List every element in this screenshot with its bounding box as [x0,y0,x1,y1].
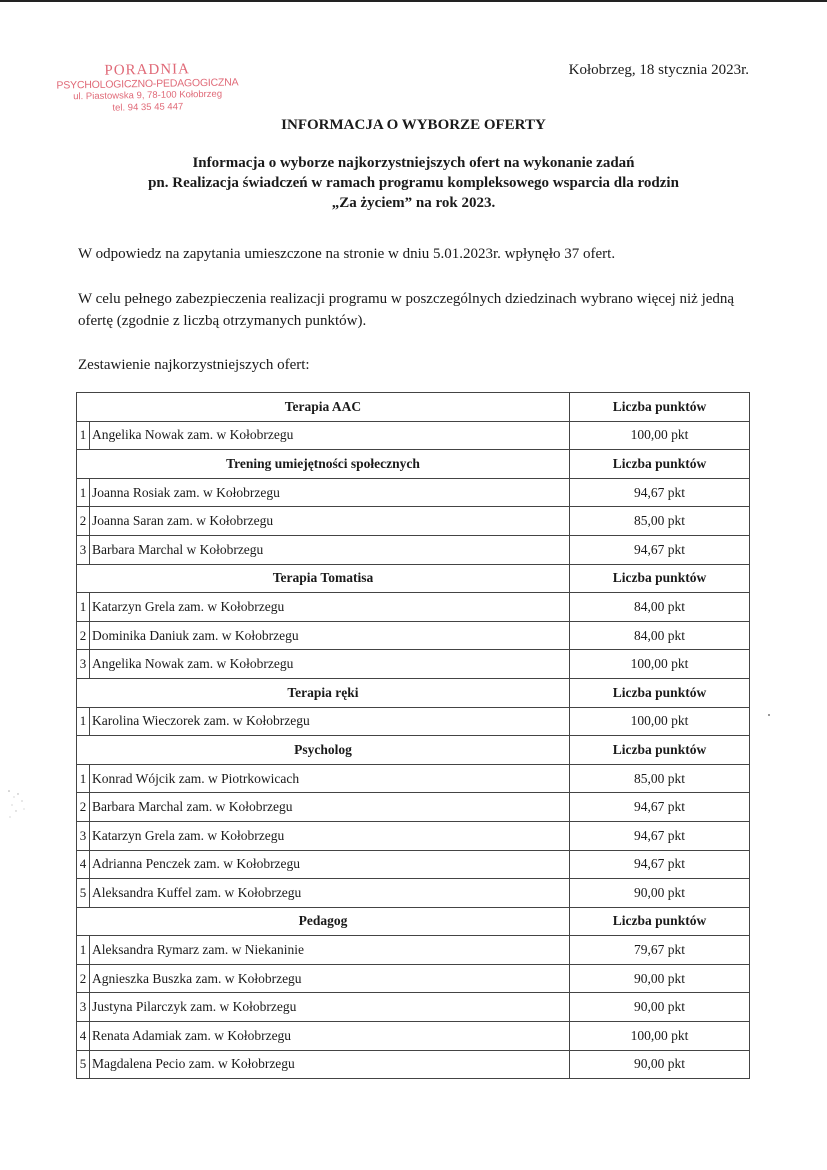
page-top-border [0,0,827,2]
section-header-row [77,736,750,765]
offer-points: 84,00 pkt [570,593,750,622]
offer-name: Angelika Nowak zam. w Kołobrzegu [90,421,570,450]
table-row [77,593,750,622]
offers-table [76,392,750,1079]
row-number: 1 [77,707,90,736]
offer-name: Joanna Saran zam. w Kołobrzegu [90,507,570,536]
subtitle-line-2: pn. Realizacja świadczeń w ramach programu kompleksowego wsparcia dla rodzin [148,175,679,191]
offer-points: 84,00 pkt [570,621,750,650]
subtitle-line-3: „Za życiem” na rok 2023. [331,195,496,211]
section-category: Terapia AAC [77,393,570,422]
table-row [77,478,750,507]
offer-points: 90,00 pkt [570,1050,750,1079]
offer-name: Angelika Nowak zam. w Kołobrzegu [90,650,570,679]
offer-points: 85,00 pkt [570,507,750,536]
row-number: 3 [77,535,90,564]
offer-name: Barbara Marchal w Kołobrzegu [90,535,570,564]
table-row [77,421,750,450]
table-row [77,507,750,536]
row-number: 5 [77,879,90,908]
table-row [77,793,750,822]
points-column-header: Liczba punktów [570,736,750,765]
section-category: Terapia Tomatisa [77,564,570,593]
offer-points: 94,67 pkt [570,821,750,850]
offer-points: 90,00 pkt [570,964,750,993]
table-row [77,707,750,736]
offer-name: Agnieszka Buszka zam. w Kołobrzegu [90,964,570,993]
section-header-row [77,564,750,593]
paragraph-summary-intro: Zestawienie najkorzystniejszych ofert: [78,357,310,373]
table-row [77,964,750,993]
offer-name: Barbara Marchal zam. w Kołobrzegu [90,793,570,822]
points-column-header: Liczba punktów [570,564,750,593]
paragraph-selection-note: W celu pełnego zabezpieczenia realizacji programu w poszczególnych dziedzinach wybrano więcej niż jedną ofertę (zgodnie z liczbą otrzymanych punktów). [78,291,735,329]
offer-name: Renata Adamiak zam. w Kołobrzegu [90,1022,570,1051]
offer-name: Karolina Wieczorek zam. w Kołobrzegu [90,707,570,736]
document-date: Kołobrzeg, 18 stycznia 2023r. [568,62,749,78]
offer-name: Joanna Rosiak zam. w Kołobrzegu [90,478,570,507]
offer-points: 79,67 pkt [570,936,750,965]
offer-points: 100,00 pkt [570,650,750,679]
row-number: 2 [77,964,90,993]
points-column-header: Liczba punktów [570,678,750,707]
row-number: 1 [77,478,90,507]
section-category: Trening umiejętności społecznych [77,450,570,479]
offer-name: Justyna Pilarczyk zam. w Kołobrzegu [90,993,570,1022]
row-number: 1 [77,936,90,965]
offer-points: 100,00 pkt [570,421,750,450]
table-row [77,764,750,793]
table-row [77,850,750,879]
table-row [77,621,750,650]
row-number: 5 [77,1050,90,1079]
offer-points: 94,67 pkt [570,478,750,507]
table-row [77,1022,750,1051]
section-category: Psycholog [77,736,570,765]
scan-mark [768,714,770,716]
offer-name: Katarzyn Grela zam. w Kołobrzegu [90,593,570,622]
offer-points: 90,00 pkt [570,879,750,908]
table-row [77,821,750,850]
offer-name: Adrianna Penczek zam. w Kołobrzegu [90,850,570,879]
offer-name: Magdalena Pecio zam. w Kołobrzegu [90,1050,570,1079]
row-number: 4 [77,1022,90,1051]
document-subtitle [0,153,827,213]
section-category: Terapia ręki [77,678,570,707]
stamp-line-3: ul. Piastowska 9, 78-100 Kołobrzeg [73,88,223,103]
row-number: 3 [77,821,90,850]
stamp-line-2: PSYCHOLOGICZNO-PEDAGOGICZNA [56,76,239,92]
row-number: 4 [77,850,90,879]
row-number: 3 [77,650,90,679]
offer-name: Aleksandra Kuffel zam. w Kołobrzegu [90,879,570,908]
row-number: 1 [77,764,90,793]
section-category: Pedagog [77,907,570,936]
offer-points: 94,67 pkt [570,793,750,822]
row-number: 2 [77,793,90,822]
offer-points: 90,00 pkt [570,993,750,1022]
row-number: 1 [77,593,90,622]
points-column-header: Liczba punktów [570,450,750,479]
offers-table-body [77,393,750,1079]
paragraph-offers-received: W odpowiedz na zapytania umieszczone na stronie w dniu 5.01.2023r. wpłynęło 37 ofert. [78,246,616,262]
offer-points: 100,00 pkt [570,707,750,736]
row-number: 3 [77,993,90,1022]
stamp-line-4: tel. 94 35 45 447 [112,101,184,114]
table-row [77,650,750,679]
scan-specks [4,785,34,825]
offer-points: 94,67 pkt [570,535,750,564]
row-number: 1 [77,421,90,450]
row-number: 2 [77,621,90,650]
offer-name: Katarzyn Grela zam. w Kołobrzegu [90,821,570,850]
section-header-row [77,907,750,936]
offer-points: 85,00 pkt [570,764,750,793]
stamp-line-1: PORADNIA [104,61,191,79]
offer-name: Dominika Daniuk zam. w Kołobrzegu [90,621,570,650]
table-row [77,993,750,1022]
subtitle-line-1: Informacja o wyborze najkorzystniejszych ofert na wykonanie zadań [192,155,635,171]
section-header-row [77,393,750,422]
table-row [77,879,750,908]
offer-points: 100,00 pkt [570,1022,750,1051]
offer-name: Aleksandra Rymarz zam. w Niekaninie [90,936,570,965]
offer-name: Konrad Wójcik zam. w Piotrkowicach [90,764,570,793]
table-row [77,936,750,965]
points-column-header: Liczba punktów [570,393,750,422]
section-header-row [77,450,750,479]
document-title: INFORMACJA O WYBORZE OFERTY [281,117,546,133]
points-column-header: Liczba punktów [570,907,750,936]
row-number: 2 [77,507,90,536]
table-row [77,1050,750,1079]
table-row [77,535,750,564]
section-header-row [77,678,750,707]
offer-points: 94,67 pkt [570,850,750,879]
institution-stamp [50,60,246,115]
